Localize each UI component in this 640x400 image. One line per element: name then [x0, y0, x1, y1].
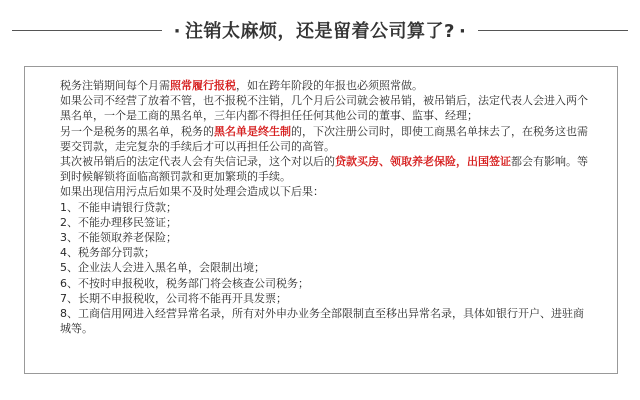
paragraph-text: 3、不能领取养老保险； [60, 231, 177, 245]
paragraph-text: 税务注销期间每个月需 [60, 79, 170, 92]
paragraph [60, 260, 592, 275]
paragraph-text: 5、企业法人会进入黑名单，会限制出境； [60, 261, 265, 275]
paragraph [60, 230, 592, 245]
paragraph [60, 124, 592, 154]
paragraph-text: ，如在跨年阶段的年报也必须照常做。 [236, 79, 423, 92]
paragraph-text: 8、工商信用网进入经营异常名录，所有对外申办业务全部限制直至移出异常名录，具体如银行开户、进驻商城等。 [60, 307, 584, 336]
title-text: 注销太麻烦，还是留着公司算了? [185, 21, 455, 42]
header-rule-right [478, 30, 628, 31]
section-title [170, 17, 471, 43]
paragraph [60, 184, 592, 199]
paragraph [60, 200, 592, 215]
paragraph [60, 93, 592, 123]
title-dot-left: · [173, 21, 182, 42]
header-rule-left [12, 30, 162, 31]
paragraph-text: 7、长期不申报税收，公司将不能再开具发票； [60, 291, 287, 305]
title-dot-right: · [458, 21, 467, 42]
section-header [0, 0, 640, 60]
paragraph-text: 都会有影响。等到时候解锁将面临高额罚款和更加繁琐的手续。 [60, 155, 588, 184]
paragraph [60, 215, 592, 230]
paragraph [60, 291, 592, 306]
paragraph-text: 如果公司不经营了放着不管，也不报税不注销，几个月后公司就会被吊销，被吊销后，法定代表人会进入两个黑名单，一个是工商的黑名单，三年内都不得担任任何其他公司的董事、监事、经理； [60, 94, 588, 123]
paragraph-text: 4、税务部分罚款； [60, 246, 155, 260]
paragraph [60, 78, 592, 93]
highlighted-text: 黑名单是终生制 [214, 124, 291, 138]
paragraph-text: 其次被吊销后的法定代表人会有失信记录，这个对以后的 [60, 155, 335, 169]
paragraph [60, 154, 592, 184]
paragraph-text: 6、不按时申报税收，税务部门将会核查公司税务； [60, 276, 309, 290]
paragraph [60, 276, 592, 291]
paragraph-text: 1、不能申请银行贷款； [60, 200, 177, 214]
content-body [60, 78, 592, 336]
paragraph-text: 2、不能办理移民签证； [60, 215, 177, 229]
paragraph-text: 的，下次注册公司时，即使工商黑名单抹去了，在税务这也需要交罚款，走完复杂的手续后才可以再担任公司的高管。 [60, 124, 588, 153]
highlighted-text: 照常履行报税 [170, 79, 236, 92]
paragraph [60, 306, 592, 336]
highlighted-text: 贷款买房、领取养老保险，出国签证 [335, 155, 511, 169]
paragraph-text: 如果出现信用污点后如果不及时处理会造成以下后果： [60, 185, 324, 199]
paragraph [60, 245, 592, 260]
paragraph-text: 另一个是税务的黑名单，税务的 [60, 124, 214, 138]
